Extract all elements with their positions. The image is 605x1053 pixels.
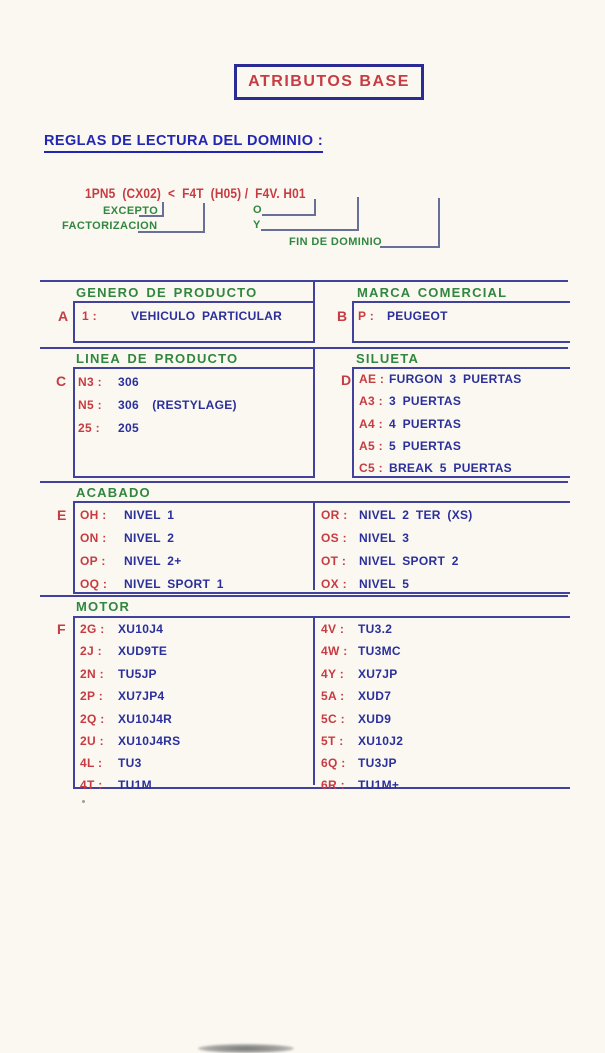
motor-entry-code: 5C : bbox=[321, 712, 345, 726]
acabado-entry-code: OQ : bbox=[80, 577, 108, 591]
silueta-entry-code: A4 : bbox=[359, 417, 383, 431]
y-connector-line bbox=[261, 197, 359, 231]
motor-entry-value: TU3 bbox=[118, 756, 142, 770]
acabado-entry-code: OP : bbox=[80, 554, 106, 568]
motor-entry-code: 2Q : bbox=[80, 712, 105, 726]
row2-top-rule bbox=[40, 347, 568, 349]
motor-entry-value: XU10J4RS bbox=[118, 734, 181, 748]
linea-entry-value: 306 (RESTYLAGE) bbox=[118, 398, 237, 412]
acabado-entry-value: NIVEL 2 TER (XS) bbox=[359, 508, 473, 522]
o-label: O bbox=[253, 204, 262, 216]
silueta-entry-code: A3 : bbox=[359, 394, 383, 408]
motor-entry-value: XUD9 bbox=[358, 712, 392, 726]
fin-de-dominio-connector-line bbox=[380, 198, 440, 248]
marca-entry-value: PEUGEOT bbox=[387, 309, 448, 323]
silueta-letter: D bbox=[341, 372, 352, 388]
silueta-entry-value: 3 PUERTAS bbox=[389, 394, 462, 408]
marca-entry-code: P : bbox=[358, 309, 375, 323]
motor-entry-value: TU1M bbox=[118, 778, 152, 792]
motor-entry-value: TU3JP bbox=[358, 756, 397, 770]
motor-entry-code: 4Y : bbox=[321, 667, 344, 681]
acabado-entry-value: NIVEL 1 bbox=[124, 508, 175, 522]
motor-entry-code: 2G : bbox=[80, 622, 105, 636]
silueta-entry-value: BREAK 5 PUERTAS bbox=[389, 461, 512, 475]
motor-entry-value: XU7JP bbox=[358, 667, 398, 681]
title-box bbox=[234, 64, 424, 100]
acabado-entry-value: NIVEL 5 bbox=[359, 577, 410, 591]
linea-letter: C bbox=[56, 373, 67, 389]
motor-column-divider bbox=[313, 618, 315, 785]
excepto-label: EXCEPTO bbox=[103, 205, 159, 217]
silueta-entry-code: A5 : bbox=[359, 439, 383, 453]
silueta-entry-code: AE : bbox=[359, 372, 385, 386]
motor-entry-value: TU1M+ bbox=[358, 778, 400, 792]
motor-entry-code: 2N : bbox=[80, 667, 104, 681]
motor-entry-value: XU10J4R bbox=[118, 712, 173, 726]
motor-entry-value: XU10J2 bbox=[358, 734, 404, 748]
linea-entry-value: 205 bbox=[118, 421, 139, 435]
genero-letter: A bbox=[58, 308, 69, 324]
motor-entry-code: 2P : bbox=[80, 689, 103, 703]
motor-entry-code: 2U : bbox=[80, 734, 104, 748]
motor-entry-value: XU7JP4 bbox=[118, 689, 165, 703]
motor-letter: F bbox=[57, 621, 66, 637]
acabado-entry-value: NIVEL SPORT 2 bbox=[359, 554, 459, 568]
acabado-entry-value: NIVEL SPORT 1 bbox=[124, 577, 224, 591]
motor-entry-code: 4W : bbox=[321, 644, 348, 658]
motor-entry-code: 4V : bbox=[321, 622, 345, 636]
acabado-entry-value: NIVEL 3 bbox=[359, 531, 410, 545]
motor-entry-code: 5T : bbox=[321, 734, 344, 748]
acabado-entry-value: NIVEL 2+ bbox=[124, 554, 182, 568]
motor-entry-code: 4L : bbox=[80, 756, 103, 770]
motor-entry-value: TU3.2 bbox=[358, 622, 393, 636]
silueta-header: SILUETA bbox=[356, 351, 420, 366]
motor-entry-value: XUD7 bbox=[358, 689, 392, 703]
linea-entry-code: N3 : bbox=[78, 375, 102, 389]
acabado-column-divider bbox=[313, 503, 315, 590]
genero-entry-value: VEHICULO PARTICULAR bbox=[131, 309, 283, 323]
silueta-entry-value: 5 PUERTAS bbox=[389, 439, 462, 453]
acabado-entry-code: OH : bbox=[80, 508, 107, 522]
silueta-entry-code: C5 : bbox=[359, 461, 383, 475]
acabado-entry-code: OT : bbox=[321, 554, 347, 568]
linea-entry-value: 306 bbox=[118, 375, 139, 389]
motor-entry-code: 5A : bbox=[321, 689, 345, 703]
fin-de-dominio-label: FIN DE DOMINIO bbox=[289, 236, 382, 248]
linea-entry-code: 25 : bbox=[78, 421, 100, 435]
marca-letter: B bbox=[337, 308, 348, 324]
motor-entry-code: 6Q : bbox=[321, 756, 346, 770]
motor-entry-code: 4T : bbox=[80, 778, 103, 792]
factorizacion-label: FACTORIZACION bbox=[62, 220, 158, 232]
marca-box bbox=[352, 301, 570, 343]
linea-box bbox=[73, 367, 315, 478]
motor-entry-code: 2J : bbox=[80, 644, 102, 658]
silueta-entry-value: 4 PUERTAS bbox=[389, 417, 462, 431]
y-label: Y bbox=[253, 219, 261, 231]
linea-header: LINEA DE PRODUCTO bbox=[76, 351, 239, 366]
acabado-letter: E bbox=[57, 507, 67, 523]
section-heading: REGLAS DE LECTURA DEL DOMINIO : bbox=[44, 133, 323, 153]
acabado-header: ACABADO bbox=[76, 485, 151, 500]
motor-header: MOTOR bbox=[76, 599, 131, 614]
acabado-entry-code: OS : bbox=[321, 531, 347, 545]
genero-entry-code: 1 : bbox=[82, 309, 97, 323]
domain-formula: 1PN5 (CX02) < F4T (H05) / F4V. H01 bbox=[85, 186, 306, 201]
motor-entry-value: XUD9TE bbox=[118, 644, 168, 658]
motor-top-rule bbox=[40, 595, 568, 597]
silueta-entry-value: FURGON 3 PUERTAS bbox=[389, 372, 522, 386]
marca-header: MARCA COMERCIAL bbox=[357, 285, 508, 300]
motor-entry-code: 6R : bbox=[321, 778, 345, 792]
motor-entry-value: TU5JP bbox=[118, 667, 157, 681]
scan-speck bbox=[82, 800, 85, 803]
acabado-entry-code: ON : bbox=[80, 531, 107, 545]
acabado-entry-code: OX : bbox=[321, 577, 347, 591]
linea-entry-code: N5 : bbox=[78, 398, 102, 412]
acabado-entry-value: NIVEL 2 bbox=[124, 531, 175, 545]
page-title: ATRIBUTOS BASE bbox=[248, 73, 410, 90]
row1-top-rule bbox=[40, 280, 568, 282]
acabado-entry-code: OR : bbox=[321, 508, 348, 522]
acabado-top-rule bbox=[40, 481, 568, 483]
motor-entry-value: TU3MC bbox=[358, 644, 401, 658]
motor-entry-value: XU10J4 bbox=[118, 622, 164, 636]
genero-header: GENERO DE PRODUCTO bbox=[76, 285, 258, 300]
